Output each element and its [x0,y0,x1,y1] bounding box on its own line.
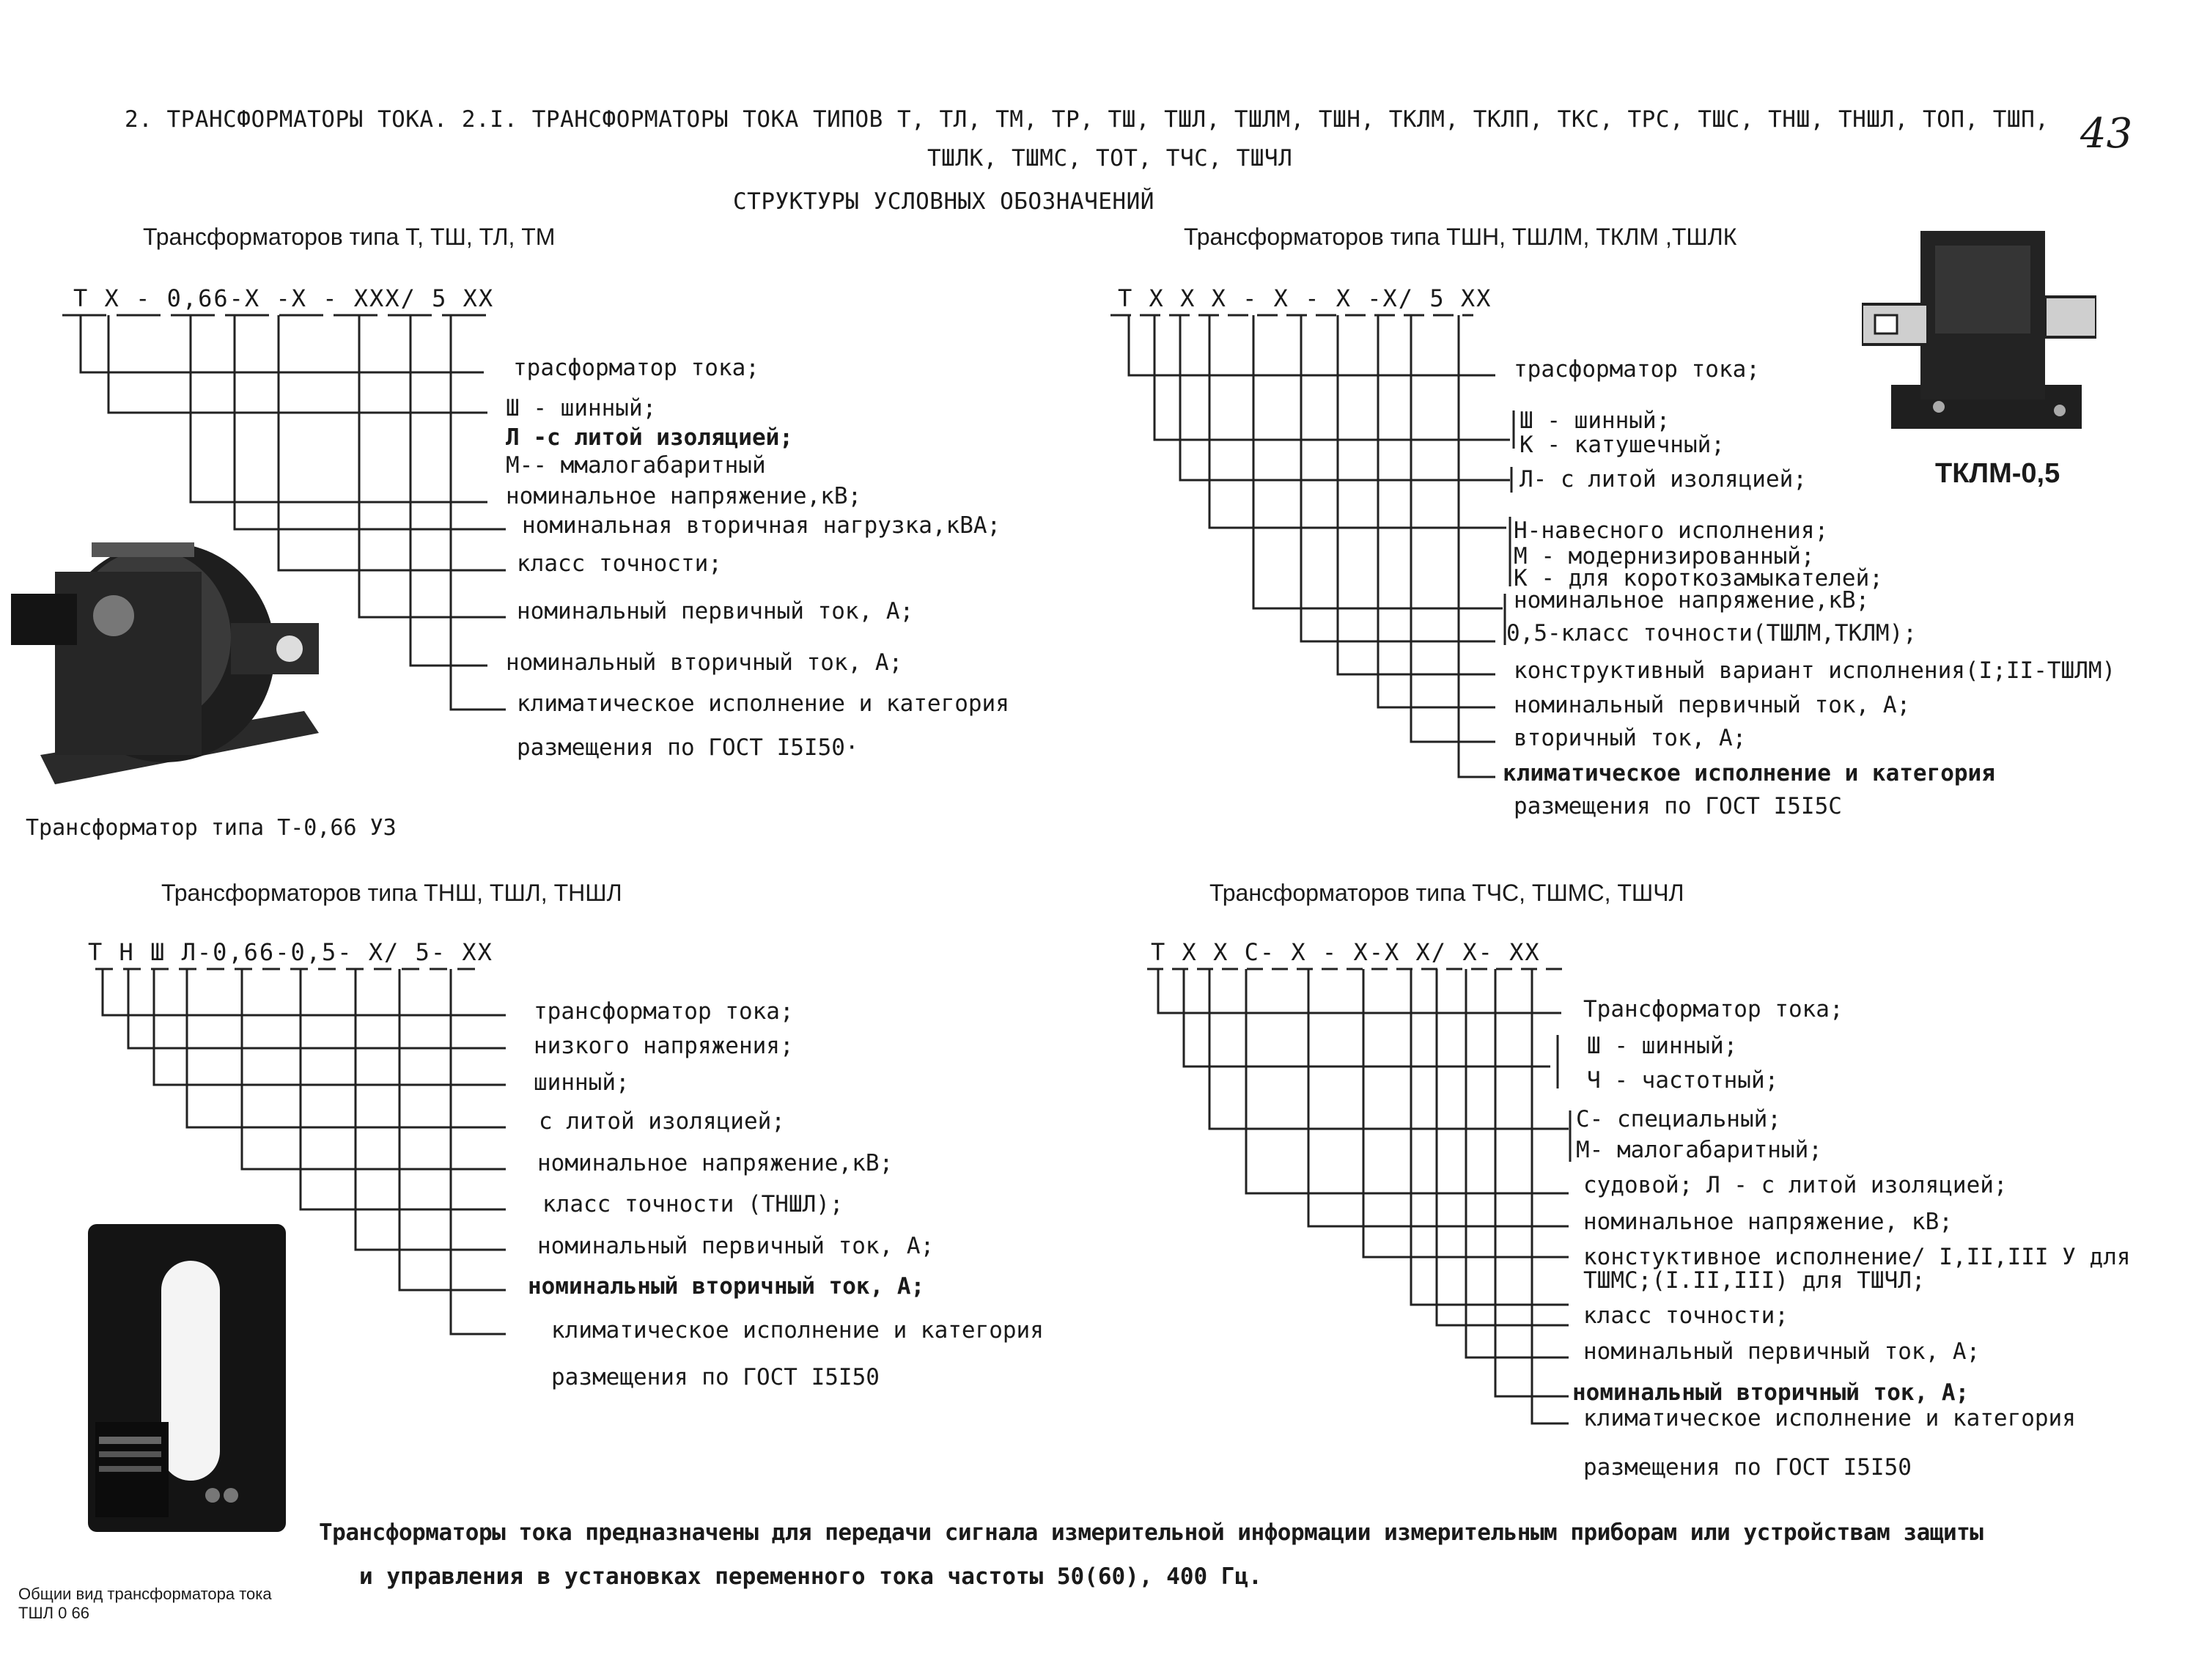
block2-label-6: К - для короткозамыкателей; [1514,565,1883,592]
block1-label-9: климатическое исполнение и категория [517,690,1009,717]
block4-label-5: судовой; Л - с литой изоляцией; [1583,1172,2008,1198]
block1-label-7: номинальный первичный ток, А; [517,598,914,625]
block4-label-9: класс точности; [1583,1303,1789,1329]
block2-label-12: климатическое исполнение и категория [1503,760,1995,786]
block2-label-3: Л- с литой изоляцией; [1520,466,1807,493]
block2-connectors [1110,315,1514,777]
block3-label-4: номинальное напряжение,кВ; [537,1150,894,1176]
block1-label-3: М-- ммалогабаритный [506,452,766,479]
block4-label-11: номинальный вторичный ток, А; [1572,1379,1970,1406]
block1-photo-caption: Трансформатор типа Т-0,66 УЗ [26,815,397,841]
block2-photo-caption: ТКЛМ-0,5 [1935,458,2060,489]
header-line1: 2. ТРАНСФОРМАТОРЫ ТОКА. 2.I. ТРАНСФОРМАТОРЫ ТОКА ТИПОВ Т, ТЛ, ТМ, ТР, ТШ, ТШЛ, ТШЛМ, ТШН, ТКЛМ, ТКЛП, ТКС, ТРС, ТШС, ТНШ, ТНШЛ, ТОП, ТШП, [125,106,2049,133]
page-number: 43 [2080,110,2133,158]
block3-label-2: шинный; [534,1069,630,1096]
block1-label-8: номинальный вторичный ток, А; [506,649,903,676]
block3-label-1: низкого напряжения; [534,1033,794,1059]
block4-title: Трансформаторов типа ТЧС, ТШМС, ТШЧЛ [1209,880,1684,906]
block2-label-1: Ш - шинный; [1520,408,1671,434]
block3-label-5: класс точности (ТНШЛ); [542,1191,844,1217]
block4-connectors [1147,969,1570,1423]
block1-label-5: номинальная вторичная нагрузка,кВА; [522,512,1001,539]
block2-label-13: размещения по ГОСТ I5I5С [1514,793,1842,819]
bottom-caption-line1: Общии вид трансформатора тока [18,1585,272,1603]
block4-label-4: М- малогабаритный; [1576,1137,1822,1163]
block2-label-4: Н-навесного исполнения; [1514,517,1829,544]
tklm-photo [1862,216,2096,436]
block3-label-3: с литой изоляцией; [539,1108,785,1135]
block2-label-8: 0,5-класс точности(ТШЛМ,ТКЛМ); [1506,620,1917,646]
transformer-t066-photo [11,513,326,799]
block2-title: Трансформаторов типа ТШН, ТШЛМ, ТКЛМ ,ТШЛК [1184,224,1737,250]
block4-label-10: номинальный первичный ток, А; [1583,1338,1981,1365]
block3-label-7: номинальный вторичный ток, А; [528,1273,925,1300]
block3-title: Трансформаторов типа ТНШ, ТШЛ, ТНШЛ [161,880,622,906]
block2-label-2: К - катушечный; [1520,432,1725,458]
block3-label-8: климатическое исполнение и категория [551,1317,1044,1344]
block4-label-0: Трансформатор тока; [1583,996,1843,1023]
block4-label-13: размещения по ГОСТ I5I50 [1583,1454,1912,1481]
block2-label-10: номинальный первичный ток, А; [1514,692,1911,718]
block2-code: Т Х Х Х - Х - Х -Х/ 5 ХХ [1118,284,1492,312]
block1-title: Трансформаторов типа Т, ТШ, ТЛ, ТМ [143,224,556,250]
block2-label-0: трасформатор тока; [1514,356,1760,383]
block2-label-5: М - модернизированный; [1514,543,1815,570]
block2-label-11: вторичный ток, А; [1514,725,1747,751]
block1-label-10: размещения по ГОСТ I5I50· [517,734,859,761]
block2-label-9: конструктивный вариант исполнения(I;II-ТШЛМ) [1514,657,2116,684]
block3-label-0: трансформатор тока; [534,998,794,1025]
block3-label-9: размещения по ГОСТ I5I50 [551,1364,880,1390]
block2-label-7: номинальное напряжение,кВ; [1514,587,1870,614]
subtitle: СТРУКТУРЫ УСЛОВНЫХ ОБОЗНАЧЕНИЙ [733,188,1154,215]
block4-label-12: климатическое исполнение и категория [1583,1405,2076,1432]
block4-label-8: ТШМС;(I.II,III) для ТШЧЛ; [1583,1267,1926,1294]
tshl-photo [73,1217,293,1539]
bottom-caption-line2: ТШЛ 0 66 [18,1604,89,1622]
block1-label-4: номинальное напряжение,кВ; [506,483,862,509]
block4-label-6: номинальное напряжение, кВ; [1583,1209,1953,1235]
header-line2: ТШЛК, ТШМС, ТОТ, ТЧС, ТШЧЛ [927,145,1293,172]
block1-code: Т Х - 0,66-Х -Х - ХХХ/ 5 ХХ [73,284,495,312]
footer-line2: и управления в установках переменного тока частоты 50(60), 400 Гц. [359,1563,1262,1590]
block1-label-0: трасформатор тока; [513,355,759,381]
block1-label-1: Ш - шинный; [506,395,657,421]
footer-line1: Трансформаторы тока предназначены для передачи сигнала измерительной информации измерительным приборам или устройствам защиты [319,1519,1983,1546]
block4-label-1: Ш - шинный; [1587,1033,1738,1059]
block3-code: Т Н Ш Л-0,66-0,5- Х/ 5- ХХ [88,938,493,966]
block3-label-6: номинальный первичный ток, А; [537,1233,935,1259]
block4-label-2: Ч - частотный; [1587,1067,1779,1094]
block1-label-2: Л -с литой изоляцией; [506,424,793,451]
block4-label-3: С- специальный; [1576,1106,1781,1132]
block4-code: Т Х Х С- Х - Х-Х Х/ Х- ХХ [1151,938,1541,966]
block1-label-6: класс точности; [517,550,722,577]
block4-label-7: констуктивное исполнение/ I,II,III У для [1583,1244,2131,1270]
